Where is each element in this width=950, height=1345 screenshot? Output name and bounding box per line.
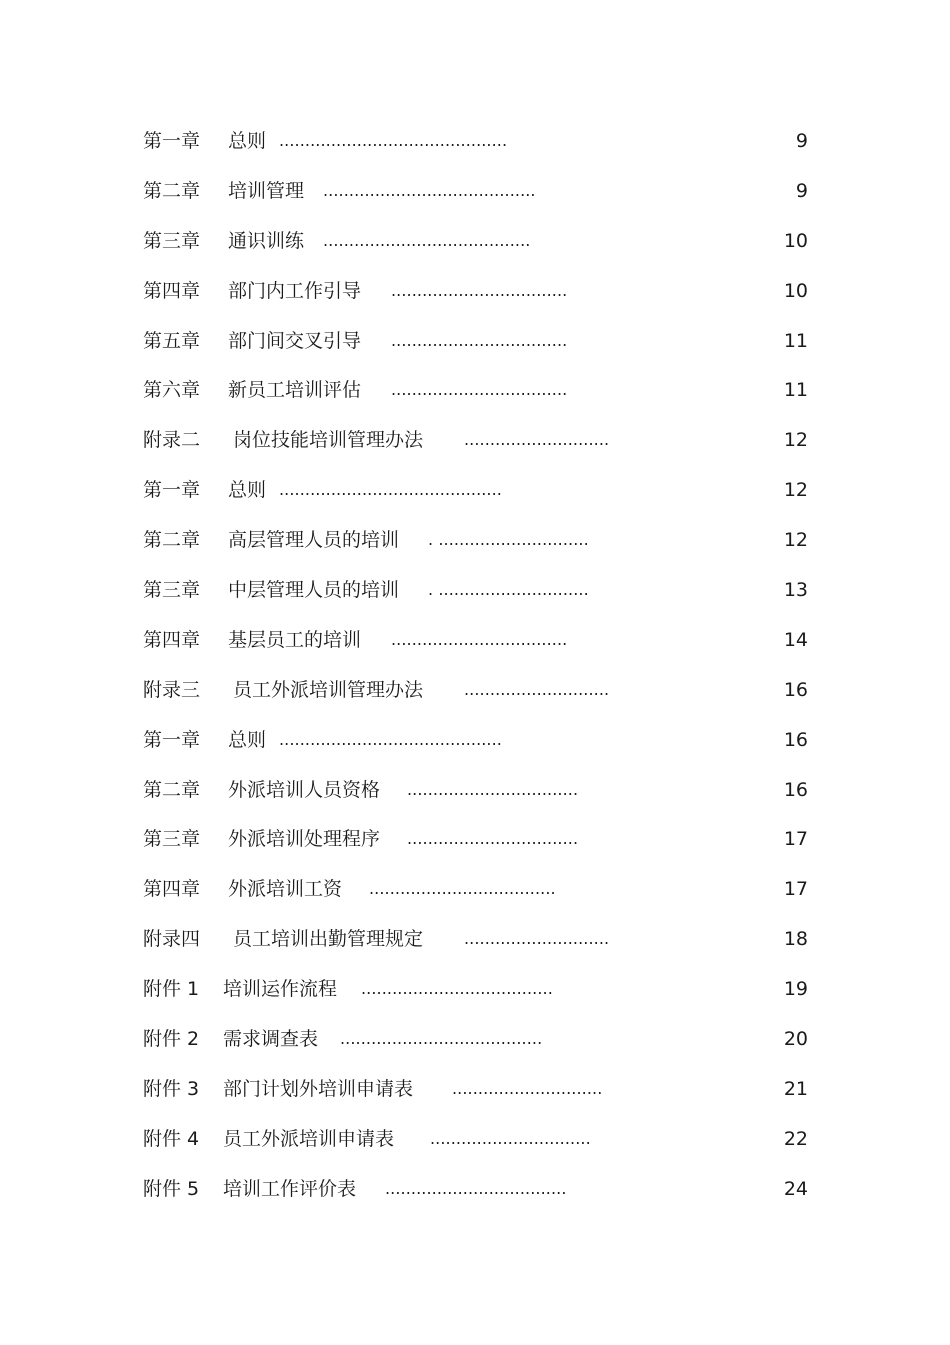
toc-entry[interactable]: [0, 1066, 950, 1116]
toc-entry-leader-dots: .................................: [407, 779, 579, 799]
toc-entry[interactable]: [0, 866, 950, 916]
toc-entry[interactable]: [0, 1166, 950, 1216]
toc-entry-page-number: 12: [783, 429, 808, 452]
toc-entry[interactable]: [0, 1016, 950, 1066]
toc-entry-prefix: 第三章: [143, 828, 201, 851]
toc-entry-leader-dots: ..................................: [391, 629, 568, 649]
toc-entry-page-number: 16: [783, 678, 808, 701]
toc-entry-prefix: 附件 1: [143, 978, 200, 1001]
toc-entry-leader-dots: .............................: [452, 1078, 603, 1098]
toc-entry-leader-dots: ...............................: [430, 1128, 591, 1148]
toc-entry-leader-dots: ..................................: [391, 280, 568, 300]
toc-entry-title: 外派培训工资: [228, 878, 343, 901]
toc-entry-title: 员工外派培训申请表: [223, 1127, 395, 1150]
toc-entry[interactable]: [0, 118, 950, 168]
toc-entry[interactable]: [0, 617, 950, 667]
toc-entry-page-number: 18: [783, 928, 808, 951]
toc-entry-leader-dots: ........................................: [323, 230, 531, 250]
toc-entry[interactable]: [0, 966, 950, 1016]
toc-entry-page-number: 12: [783, 479, 808, 502]
toc-entry-page-number: 9: [795, 179, 808, 202]
toc-entry-title: 中层管理人员的培训: [228, 579, 400, 602]
toc-entry[interactable]: [0, 268, 950, 318]
toc-entry-page-number: 21: [783, 1077, 808, 1100]
toc-entry[interactable]: [0, 367, 950, 417]
toc-entry-page-number: 10: [783, 279, 808, 302]
toc-entry-prefix: 第一章: [143, 479, 201, 502]
toc-entry-leader-dots: ...........................................: [279, 729, 502, 749]
toc-entry-leader-dots: . .............................: [428, 530, 589, 550]
toc-entry-title: 部门间交叉引导: [228, 329, 362, 352]
toc-entry-title: 员工外派培训管理办法: [233, 678, 424, 701]
toc-entry-prefix: 附录四: [143, 928, 201, 951]
toc-entry-page-number: 17: [783, 828, 808, 851]
toc-entry-page-number: 17: [783, 878, 808, 901]
toc-entry[interactable]: [0, 667, 950, 717]
toc-entry-title: 员工培训出勤管理规定: [233, 928, 424, 951]
toc-entry-title: 外派培训处理程序: [228, 828, 381, 851]
toc-entry-title: 岗位技能培训管理办法: [233, 429, 424, 452]
toc-entry-prefix: 第四章: [143, 878, 201, 901]
toc-entry-leader-dots: ............................................: [279, 131, 508, 150]
table-of-contents: [0, 118, 950, 1216]
toc-entry-prefix: 第五章: [143, 329, 201, 352]
toc-entry-prefix: 第四章: [143, 279, 201, 302]
toc-entry-title: 需求调查表: [223, 1028, 319, 1051]
toc-entry-prefix: 附件 3: [143, 1077, 200, 1100]
toc-entry-leader-dots: ....................................: [369, 879, 556, 899]
toc-entry-page-number: 16: [783, 728, 808, 751]
toc-entry-leader-dots: ..................................: [391, 380, 568, 400]
toc-entry-page-number: 16: [783, 778, 808, 801]
toc-entry-leader-dots: ............................: [464, 430, 610, 450]
toc-entry-title: 培训运作流程: [223, 978, 338, 1001]
toc-entry-title: 总则: [228, 728, 267, 751]
toc-entry-title: 外派培训人员资格: [228, 778, 381, 801]
toc-entry[interactable]: [0, 517, 950, 567]
toc-entry[interactable]: [0, 1116, 950, 1166]
toc-entry[interactable]: [0, 717, 950, 767]
toc-entry-title: 培训工作评价表: [223, 1177, 357, 1200]
toc-entry-page-number: 10: [783, 229, 808, 252]
toc-entry[interactable]: [0, 318, 950, 368]
toc-entry-prefix: 第三章: [143, 579, 201, 602]
toc-entry-page-number: 24: [783, 1177, 808, 1200]
toc-entry-leader-dots: ............................: [464, 929, 610, 949]
toc-entry[interactable]: [0, 916, 950, 966]
toc-entry-leader-dots: .................................: [407, 829, 579, 849]
toc-entry-title: 部门计划外培训申请表: [223, 1077, 414, 1100]
toc-entry-prefix: 附录二: [143, 429, 201, 452]
toc-entry-title: 基层员工的培训: [228, 628, 362, 651]
toc-entry-page-number: 9: [795, 130, 808, 152]
toc-entry[interactable]: [0, 816, 950, 866]
toc-entry-page-number: 22: [783, 1127, 808, 1150]
toc-entry-prefix: 第二章: [143, 778, 201, 801]
toc-entry-prefix: 第一章: [143, 728, 201, 751]
toc-entry[interactable]: [0, 218, 950, 268]
toc-entry-prefix: 附件 5: [143, 1177, 200, 1200]
toc-entry-prefix: 附件 2: [143, 1028, 200, 1051]
toc-entry-page-number: 20: [783, 1028, 808, 1051]
toc-entry[interactable]: [0, 417, 950, 467]
toc-entry[interactable]: [0, 168, 950, 218]
toc-entry-prefix: 附件 4: [143, 1127, 200, 1150]
toc-entry-prefix: 第四章: [143, 628, 201, 651]
toc-entry-prefix: 附录三: [143, 678, 201, 701]
toc-entry-prefix: 第一章: [143, 130, 201, 152]
toc-entry-leader-dots: . .............................: [428, 580, 589, 600]
toc-entry-prefix: 第三章: [143, 229, 201, 252]
toc-entry-title: 部门内工作引导: [228, 279, 362, 302]
toc-entry-title: 培训管理: [228, 179, 305, 202]
toc-entry-leader-dots: .......................................: [340, 1029, 543, 1049]
toc-entry-page-number: 11: [783, 329, 808, 352]
toc-entry-page-number: 11: [783, 379, 808, 402]
toc-entry-leader-dots: ...................................: [385, 1178, 567, 1198]
toc-entry-title: 总则: [228, 479, 267, 502]
toc-entry-page-number: 14: [783, 628, 808, 651]
toc-entry-leader-dots: ..................................: [391, 330, 568, 350]
toc-list: [0, 118, 950, 1216]
toc-entry-prefix: 第二章: [143, 529, 201, 552]
toc-entry[interactable]: [0, 467, 950, 517]
toc-entry-leader-dots: ............................: [464, 679, 610, 699]
toc-entry-title: 新员工培训评估: [228, 379, 362, 402]
toc-entry-page-number: 12: [783, 529, 808, 552]
toc-entry-title: 通识训练: [228, 229, 305, 252]
toc-entry-title: 总则: [228, 130, 267, 152]
toc-entry-leader-dots: .....................................: [361, 979, 553, 999]
toc-entry-page-number: 19: [783, 978, 808, 1001]
toc-entry-page-number: 13: [783, 579, 808, 602]
toc-entry-leader-dots: .........................................: [323, 180, 536, 200]
toc-entry[interactable]: [0, 767, 950, 817]
toc-entry[interactable]: [0, 567, 950, 617]
toc-entry-leader-dots: ...........................................: [279, 480, 502, 500]
toc-entry-prefix: 第二章: [143, 179, 201, 202]
toc-entry-prefix: 第六章: [143, 379, 201, 402]
toc-entry-title: 高层管理人员的培训: [228, 529, 400, 552]
